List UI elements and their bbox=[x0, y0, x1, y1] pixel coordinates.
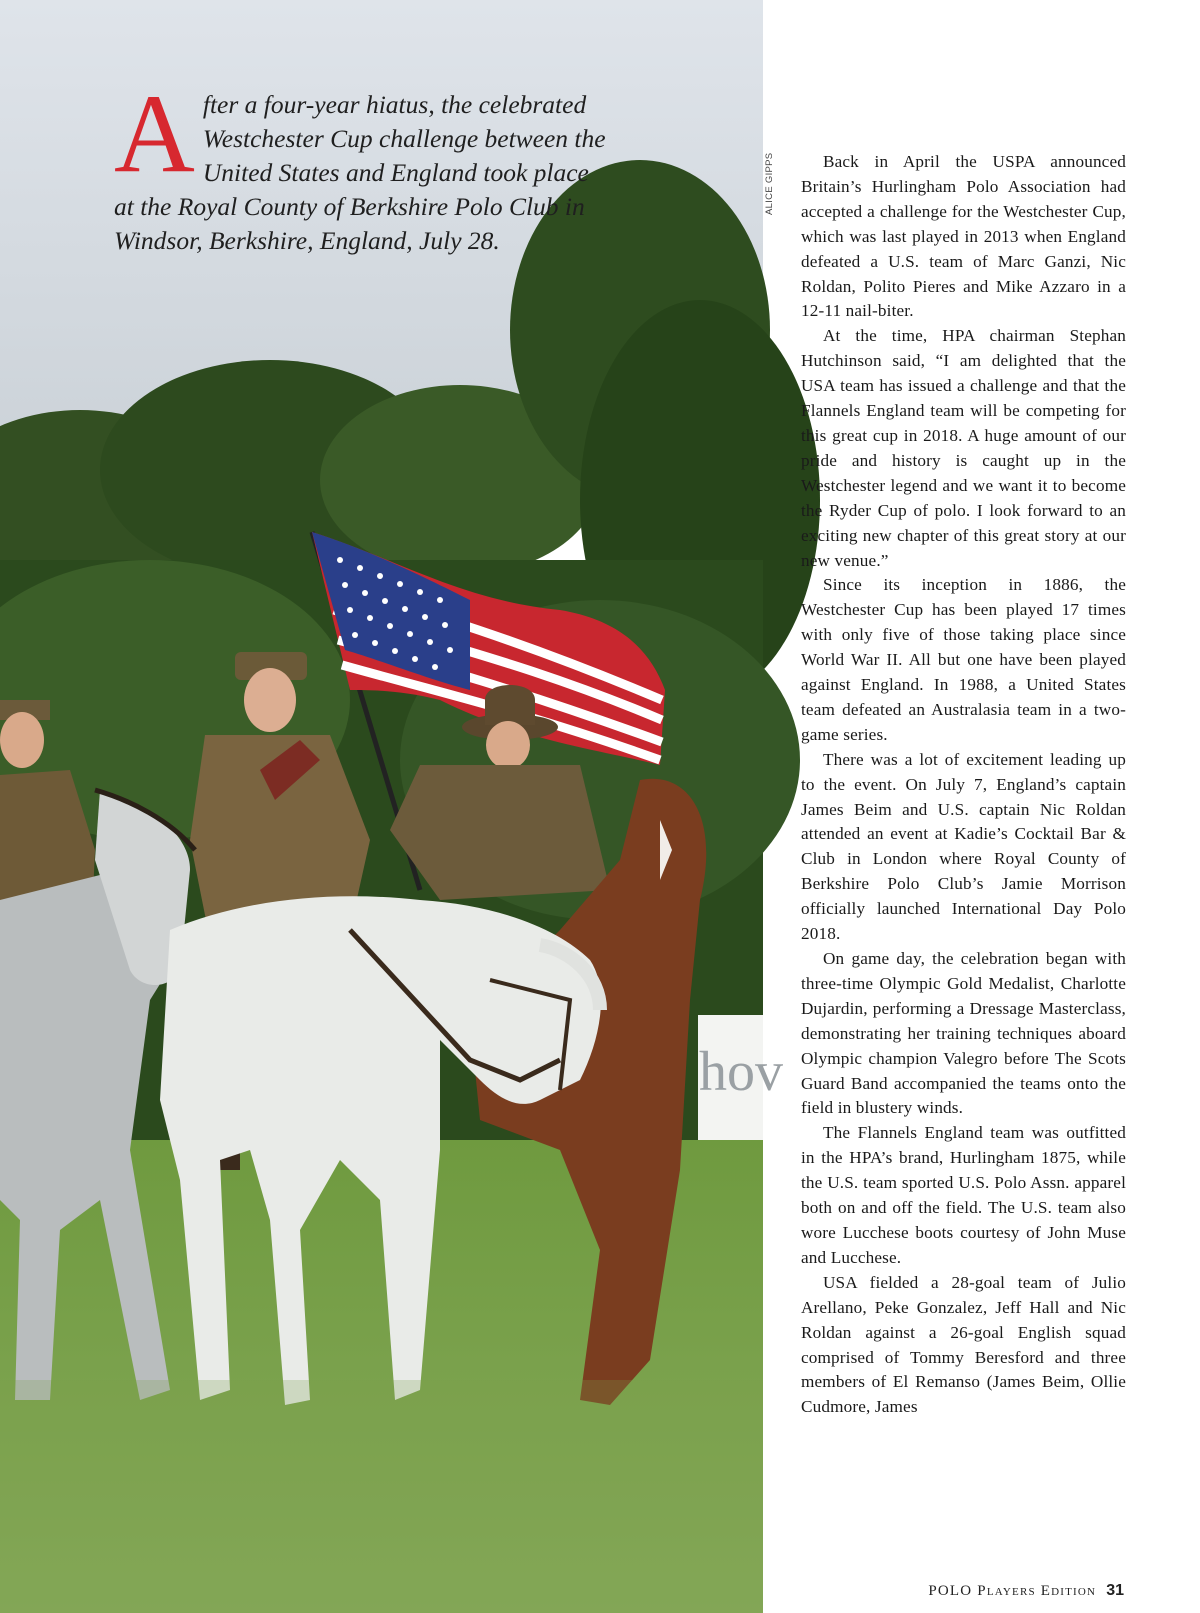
magazine-name-rest: Players Edition bbox=[977, 1583, 1097, 1599]
drop-cap: A bbox=[114, 72, 195, 196]
page-number: 31 bbox=[1106, 1582, 1124, 1599]
article-body bbox=[801, 150, 1126, 1420]
article-paragraph: Since its inception in 1886, the Westchester Cup has been played 17 times with only five of those taking place since World War II. All but one have been played against England. In 1988, a United States team defeated an Australasia team in a two-game series. bbox=[801, 575, 1126, 744]
sign-text: hov bbox=[699, 1041, 783, 1103]
article-paragraph: There was a lot of excitement leading up to the event. On July 7, England’s captain James Beim and U.S. captain Nic Roldan attended an event at Kadie’s Cocktail Bar & Club in London where Royal County of Berkshire Polo Club’s Jamie Morrison officially launched International Day Polo 2018. bbox=[801, 749, 1126, 944]
article-paragraph: At the time, HPA chairman Stephan Hutchinson said, “I am delighted that the USA team has issued a challenge and that the Flannels England team will be competing for this great cup in 2018. A huge amount of our pride and history is caught up in the Westchester legend and we want it to become the Ryder Cup of polo. I look forward to an exciting new chapter of this great story at our new venue.” bbox=[801, 326, 1126, 570]
page-footer bbox=[928, 1582, 1124, 1600]
sign-board bbox=[698, 1015, 783, 1140]
photo-credit: ALICE GIPPS bbox=[764, 152, 775, 215]
article-deck bbox=[114, 72, 614, 258]
magazine-name-first: POLO bbox=[928, 1583, 973, 1599]
article-paragraph: The Flannels England team was outfitted in the HPA’s brand, Hurlingham 1875, while the U.S. team sported U.S. Polo Assn. apparel both on and off the field. The U.S. team also wore Lucchese boots courtesy of John Muse and Lucchese. bbox=[801, 1123, 1126, 1267]
magazine-name bbox=[928, 1583, 1096, 1599]
article-paragraph: USA fielded a 28-goal team of Julio Arellano, Peke Gonzalez, Jeff Hall and Nic Roldan against a 26-goal English squad comprised of Tommy Beresford and three members of El Remanso (James Beim, Ollie Cudmore, James bbox=[801, 1272, 1126, 1417]
deck-text: fter a four-year hiatus, the celebrated Westchester Cup challenge between the United States and England took place at the Royal County of Berkshire Polo Club in Windsor, Berkshire, England, July 28. bbox=[114, 90, 606, 255]
article-paragraph: Back in April the USPA announced Britain’s Hurlingham Polo Association had accepted a challenge for the Westchester Cup, which was last played in 2013 when England defeated a U.S. team of Marc Ganzi, Nic Roldan, Polito Pieres and Mike Azzaro in a 12-11 nail-biter. bbox=[801, 152, 1126, 321]
article-paragraph: On game day, the celebration began with three-time Olympic Gold Medalist, Charlotte Dujardin, performing a Dressage Masterclass, demonstrating her training techniques aboard Olympic champion Valegro before The Scots Guard Band accompanied the teams onto the field in blustery winds. bbox=[801, 949, 1126, 1118]
